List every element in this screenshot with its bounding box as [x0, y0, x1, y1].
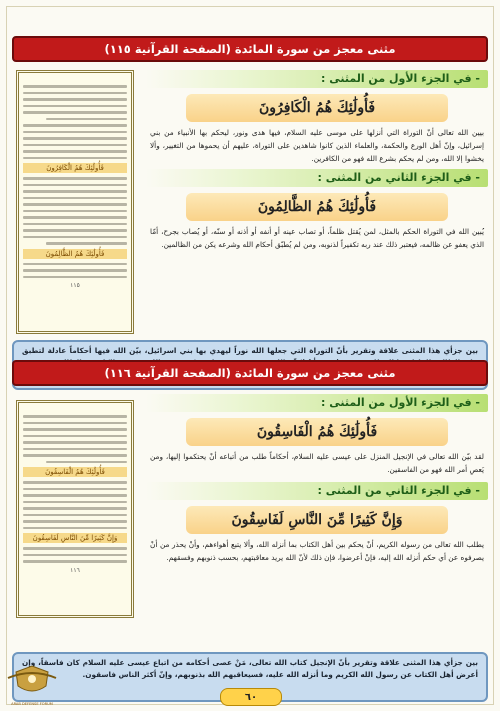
section-banner: مثنى معجز من سورة المائدة (الصفحة القرآنية ١١٦) [12, 360, 488, 386]
mushaf-highlight: وَإِنَّ كَثِيرًا مِّنَ النَّاسِ لَفَاسِقُونَ [23, 533, 127, 543]
part1-verse: فَأُولَٰئِكَ هُمُ الْكَافِرُونَ [186, 94, 448, 122]
part1-heading: - في الجزء الأول من المثنى : [146, 394, 488, 412]
mushaf-page-number: ١١٥ [70, 282, 80, 289]
part2-heading: - في الجزء الثاني من المثنى : [146, 482, 488, 500]
mushaf-highlight: فَأُولَٰئِكَ هُمُ الظَّالِمُونَ [23, 249, 127, 259]
page-number: ٦٠ [220, 688, 282, 706]
part1-text: لقد بيّن الله تعالى في الإنجيل المنزل على عيسى عليه السلام، أحكاماً طلب من أتباعه أنْ يحتكموا إليها، ومن يَعصِ أمر الله فهو من الفاسقين. [150, 452, 484, 474]
relation-summary: بين جزأي هذا المثنى علاقة وتقرير بأنّ التوراة التي جعلها الله نوراً ليهدي بها بني اسرائيل، بيّن الله فيها أحكاماً عادلة لتطبق [12, 340, 488, 390]
mushaf-page-image [16, 70, 134, 334]
relation-summary: بين جزأي هذا المثنى علاقة وتقرير بأنّ الإنجيل كتاب الله تعالى، مَنْ عصى أحكامه من اتباع عيسى عليه السلام كان فاسقاً، وإن أعرض أهل الكتاب عن رسول الله الكريم وما أنزله الله عليه، فسيعاقبهم الله بذنوبهم، وإنّ أكثر الناس فاسقون. [12, 652, 488, 702]
mushaf-highlight: فَأُولَٰئِكَ هُمُ الْفَاسِقُونَ [23, 467, 127, 477]
part1-heading: - في الجزء الأول من المثنى : [146, 70, 488, 88]
part1-verse: فَأُولَٰئِكَ هُمُ الْفَاسِقُونَ [186, 418, 448, 446]
forum-logo [4, 664, 60, 708]
explanation-column [146, 70, 488, 251]
section-banner: مثنى معجز من سورة المائدة (الصفحة القرآنية ١١٥) [12, 36, 488, 62]
part1-text: بيين الله تعالى أنّ التوراة التي أنزلها على موسى عليه السلام، فيها هدى ونور، ليحكم بها الأنبياء من بني إسرائيل، وإنّ أهل الورع والحكمة، والعلماء الذين كانوا شاهدين على التوراة، عليهم أن يحموها من التغيير، وألا يخشوا إلا الله، ومن لم يحكم بشرع الله فهو من الكافرين. [150, 128, 484, 163]
explanation-column [146, 394, 488, 564]
section-page-116 [12, 360, 488, 679]
mushaf-page-number: ١١٦ [70, 566, 80, 574]
part2-verse: وَإِنَّ كَثِيرًا مِّنَ النَّاسِ لَفَاسِقُونَ [186, 506, 448, 534]
part2-heading: - في الجزء الثاني من المثنى : [146, 169, 488, 187]
mushaf-highlight: فَأُولَٰئِكَ هُمُ الْكَافِرُونَ [23, 163, 127, 173]
mushaf-page-image [16, 400, 134, 618]
part2-text: يُبين الله في التوراة الحكم بالمثل، لمن يُقتل ظلماً، أو تصاب عينه أو أنفه أو أذنه أو سنّه، أو يُصاب بجرح، أمّا الذي يعفو عن ظالمه، فيعتبر ذلك عند ربه تكفيراً لذنوبه، ومن لم يُطبّق أحكام الله وشرعه يكن من الظالمين. [150, 227, 484, 249]
section-page-115 [12, 36, 488, 355]
logo-caption: ARAB DEFENSE FORUM [11, 702, 53, 706]
part2-verse: فَأُولَٰئِكَ هُمُ الظَّالِمُونَ [186, 193, 448, 221]
part2-text: يطلب الله تعالى من رسوله الكريم، أنْ يحكم بين أهل الكتاب بما أنزله الله، وألا يتبع أهواءهم، وأنْ يحذر من أنْ يصرفوه عن أي حكم أنزله الله إليه، فإنْ أعرضوا، فإن ذلك لأنّ الله يريد معاقبتهم، بحسب ذنوبهم وفسقهم. [150, 540, 484, 562]
shield-icon [4, 664, 60, 698]
